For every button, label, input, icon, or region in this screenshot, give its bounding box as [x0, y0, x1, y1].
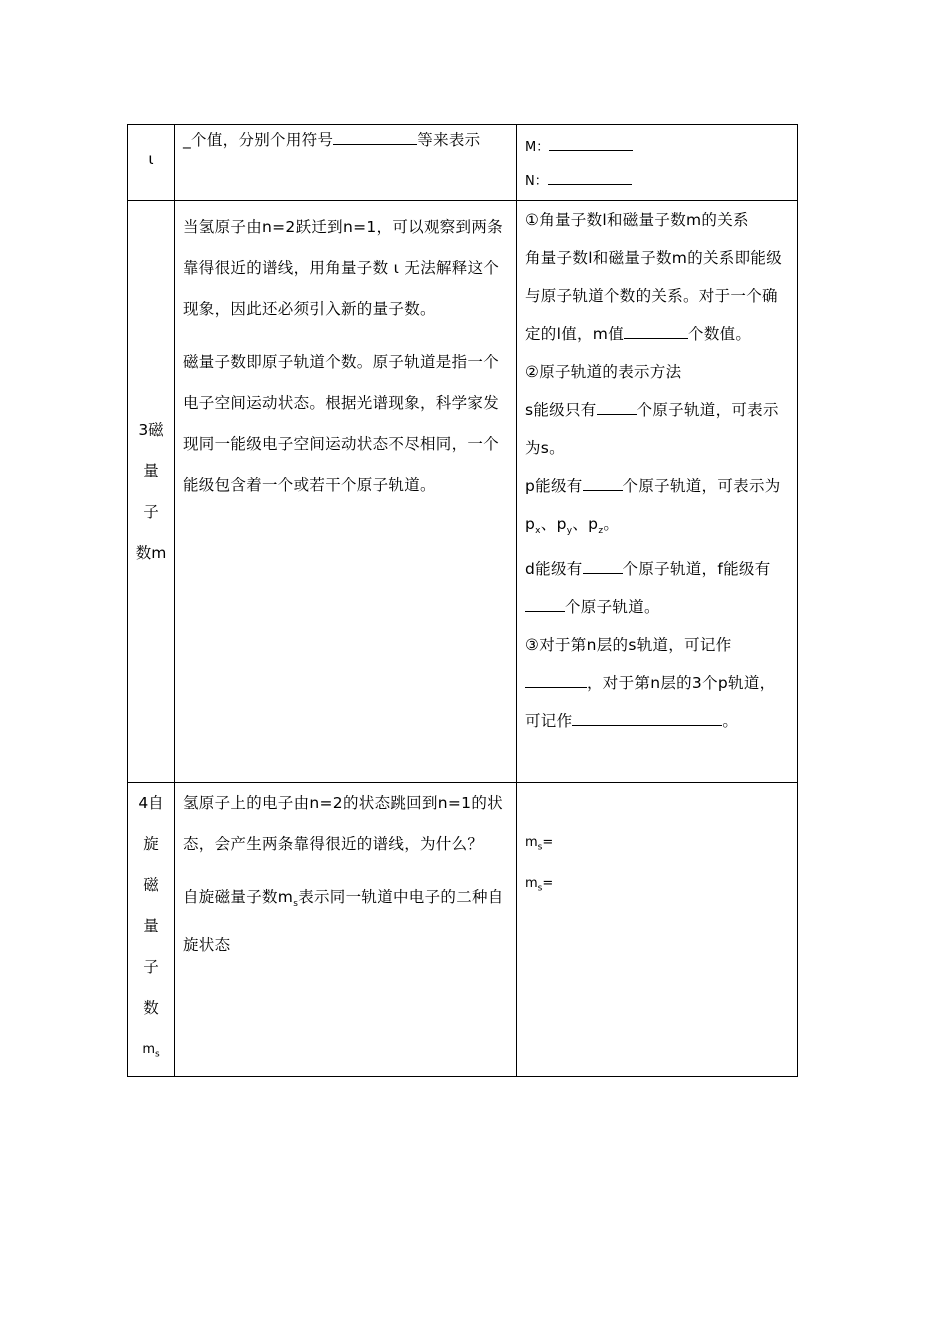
blank-line — [583, 476, 623, 491]
row3-label-line: 数 — [143, 999, 159, 1017]
ms-m: m — [142, 1042, 155, 1057]
ms1-sub: s — [537, 842, 543, 853]
row2-label-cell — [128, 201, 175, 783]
row1-label: ι — [148, 150, 154, 168]
n-line — [525, 165, 789, 199]
ms2-m: m — [525, 875, 538, 891]
row3-label-line: 4自 — [138, 794, 164, 812]
period: 。 — [603, 515, 620, 533]
row2-middle-cell — [175, 201, 517, 783]
para-p-level — [525, 467, 789, 550]
row1-label-cell — [128, 125, 175, 201]
row3-label-line: 磁 — [143, 876, 159, 894]
para-m-values — [525, 239, 789, 353]
row2-label-line: 量 — [143, 461, 159, 480]
notation-a: ③对于第n层的s轨道，可记作 — [525, 636, 732, 655]
table-row — [128, 125, 798, 201]
para-gap — [175, 865, 516, 877]
row1-middle-b: 等来表示 — [417, 131, 481, 149]
d-level-b: 个原子轨道，f能级有 — [622, 560, 771, 579]
row3-label-line: 子 — [143, 958, 159, 976]
row3-label-line: 旋 — [143, 835, 159, 853]
row1-right-cell — [517, 125, 798, 201]
row2-middle-para2: 磁量子数即原子轨道个数。原子轨道是指一个电子空间运动状态。根据光谱现象，科学家发现同一能级电子空间运动状态不尽相同，一个能级包含着一个或若干个原子轨道。 — [183, 353, 500, 494]
para-s-level — [525, 391, 789, 467]
ms1-m: m — [525, 835, 538, 850]
row2-label-line: 数m — [135, 543, 167, 562]
s-level-a: s能级只有 — [525, 401, 597, 419]
ms-sub: s — [154, 1049, 160, 1060]
p-level-a: p能级有 — [525, 477, 583, 495]
blank-line — [333, 130, 417, 145]
heading-1: ①角量子数l和磁量子数m的关系 — [525, 211, 749, 229]
row1-middle-cell — [175, 125, 517, 201]
p-level-b: 个原子轨道，可表示为p — [525, 477, 781, 533]
blank-line — [525, 673, 587, 688]
d-level-c: 个原子轨道。 — [565, 598, 660, 617]
row2-label-line: 子 — [143, 502, 159, 521]
blank-line — [597, 400, 637, 415]
row2-label-line: 3磁 — [138, 420, 164, 439]
blank-line — [583, 559, 623, 574]
ms-line-2 — [525, 866, 789, 907]
heading-2: ②原子轨道的表示方法 — [525, 363, 682, 381]
blank-line — [549, 136, 633, 151]
spin-a: 自旋磁量子数m — [183, 888, 294, 906]
blank-line — [624, 324, 688, 339]
m-line — [525, 131, 789, 165]
row3-middle-para1: 氢原子上的电子由n=2的状态跳回到n=1的状态，会产生两条靠得很近的谱线，为什么？ — [183, 794, 503, 853]
d-level-a: d能级有 — [525, 560, 583, 579]
row3-right-text — [517, 783, 797, 906]
ms-line-1 — [525, 825, 789, 866]
spin-sub: s — [293, 899, 299, 910]
row3-label-ms — [128, 1029, 174, 1076]
sep: 、p — [572, 515, 599, 533]
m-values-b: 个数值。 — [688, 325, 752, 343]
row2-right-text — [517, 201, 797, 740]
para-d-level — [525, 550, 789, 626]
ms2-sub: s — [537, 883, 543, 894]
row3-right-cell — [517, 783, 798, 1077]
row3-middle-para2 — [175, 877, 516, 966]
para-notation — [525, 626, 789, 740]
notation-c: 。 — [722, 712, 739, 731]
ms2-eq: = — [542, 875, 554, 891]
row3-label-line: 量 — [143, 917, 159, 935]
row3-label — [128, 783, 174, 1076]
row2-middle-para1: 当氢原子由n=2跃迁到n=1，可以观察到两条靠得很近的谱线，用角量子数 ι 无法解释这个现象，因此还必须引入新的量子数。 — [183, 218, 503, 318]
blank-line — [548, 170, 632, 185]
row3-middle-cell — [175, 783, 517, 1077]
s-level-b: 个原子轨道，可表示为s。 — [525, 401, 779, 457]
blank-line — [525, 597, 565, 612]
row1-middle-a: _个值，分别个用符号 — [183, 131, 334, 149]
m-label: M： — [525, 140, 550, 155]
n-label: N： — [525, 174, 548, 189]
row1-middle-text — [175, 125, 516, 155]
table-row — [128, 201, 798, 783]
blank-line — [572, 711, 722, 726]
row1-right-text — [517, 125, 797, 199]
notation-b: ，对于第n层的3个p轨道，可记作 — [525, 674, 776, 731]
row3-label-cell — [128, 783, 175, 1077]
sub-y: y — [566, 526, 573, 537]
table-row — [128, 783, 798, 1077]
document-table — [127, 124, 798, 1077]
row2-right-cell — [517, 201, 798, 783]
row2-label — [128, 410, 174, 574]
spin-b: 表示同一轨道中电子的二种自旋状态 — [183, 888, 504, 955]
sub-z: z — [598, 526, 604, 537]
sub-x: x — [535, 526, 541, 537]
sep: 、p — [540, 515, 567, 533]
ms1-eq: = — [542, 835, 554, 850]
m-values-a: 角量子数l和磁量子数m的关系即能级与原子轨道个数的关系。对于一个确定的l值，m值 — [525, 249, 783, 343]
para-gap — [175, 330, 516, 342]
